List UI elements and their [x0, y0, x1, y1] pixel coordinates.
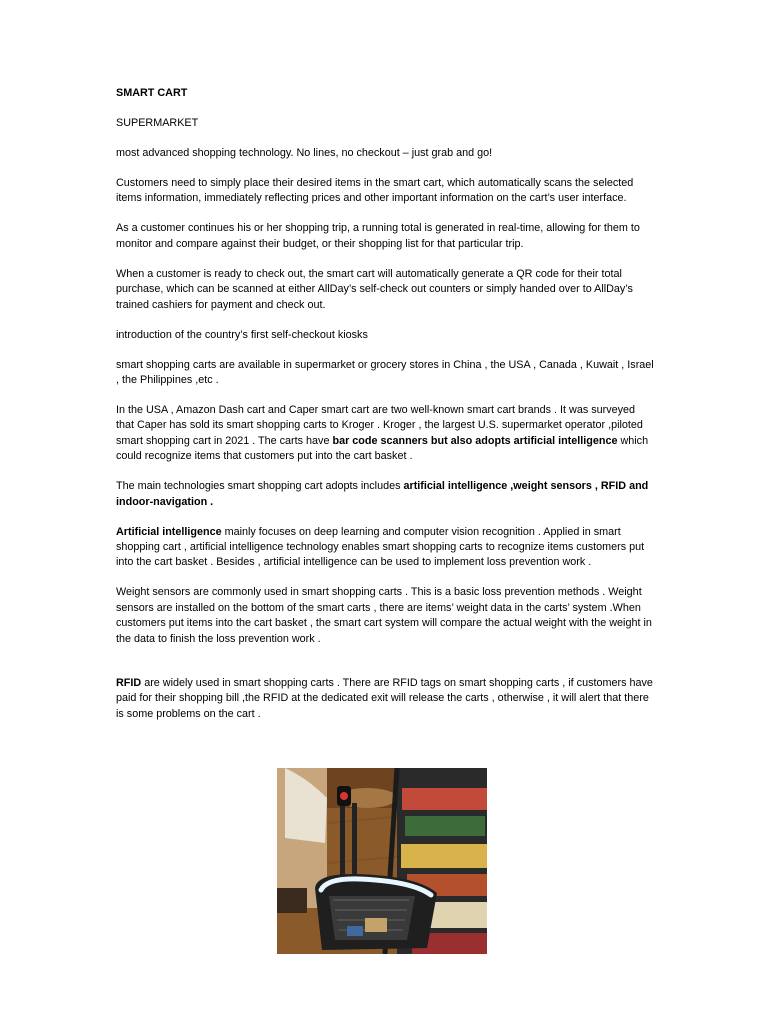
checkout-paragraph: When a customer is ready to check out, the smart cart will automatically generate a QR code for their total purchase, which can be scanned at either AllDay’s self-check out counters or simply handed over to AllDay’s trained cashiers for payment and check out. — [116, 267, 633, 311]
usa-bold-1: bar code scanners but also adopts artificial intelligence — [332, 434, 618, 447]
document-title: SMART CART — [116, 87, 188, 99]
tech-text-1: The main technologies smart shopping cart adopts includes — [116, 480, 404, 493]
usa-text-1: In the USA , Amazon Dash cart and Caper smart cart are two well-known smart cart brands . It was surveyed that Caper has sold its smart shopping carts to Kroger . Kroger , the largest U.S. supermarket operator ,piloted smart shopping cart in 2021 . The carts have — [116, 404, 643, 447]
technologies-paragraph — [116, 479, 656, 510]
rfid-paragraph — [116, 676, 656, 722]
running-total-paragraph: As a customer continues his or her shopping trip, a running total is generated in real-time, allowing for them to monitor and compare against their budget, or their shopping list for that particular trip. — [116, 222, 640, 250]
smart-cart-illustration — [277, 768, 487, 954]
document-body — [116, 86, 656, 737]
ai-bold-1: Artificial intelligence — [116, 525, 222, 538]
weight-sensors-paragraph: Weight sensors are commonly used in smart shopping carts . This is a basic loss prevention methods . Weight sensors are installed on the bottom of the smart carts , there are items’ weight data in the carts’ system .When customers put items into the cart basket , the smart cart system will compare the actual weight with the weight in the data to finish the loss prevention work . — [116, 586, 652, 645]
customers-paragraph: Customers need to simply place their desired items in the smart cart, which automatically scans the selected items information, immediately reflecting prices and other important information on the cart’s user interface. — [116, 177, 634, 205]
tech-bold-1: artificial intelligence ,weight sensors , RFID and indoor-navigation . — [116, 480, 649, 508]
smart-cart-photo — [277, 768, 487, 954]
usa-text-2: which could recognize items that customers put into the cart basket . — [116, 434, 649, 463]
paragraph-spacer — [116, 662, 656, 676]
ai-paragraph — [116, 525, 656, 571]
document-subtitle: SUPERMARKET — [116, 117, 199, 129]
ai-text-1: mainly focuses on deep learning and computer vision recognition . Applied in smart shopping cart , artificial intelligence technology enables smart shopping carts to recognize items customers put into the cart basket . Besides , artificial intelligence can be used to implement loss prevention work . — [116, 525, 645, 569]
tagline-paragraph: most advanced shopping technology. No lines, no checkout – just grab and go! — [116, 147, 493, 159]
kiosks-paragraph: introduction of the country’s first self-checkout kiosks — [116, 328, 368, 341]
rfid-text-1: are widely used in smart shopping carts . There are RFID tags on smart shopping carts , if customers have paid for their shopping bill ,the RFID at the dedicated exit will release the carts , otherwise , it will alert that there is some problems on the cart . — [116, 676, 653, 720]
usa-brands-paragraph — [116, 403, 656, 465]
availability-paragraph: smart shopping carts are available in supermarket or grocery stores in China , the USA , Canada , Kuwait , Israel , the Philippines ,etc . — [116, 358, 654, 387]
rfid-bold-1: RFID — [116, 676, 142, 689]
